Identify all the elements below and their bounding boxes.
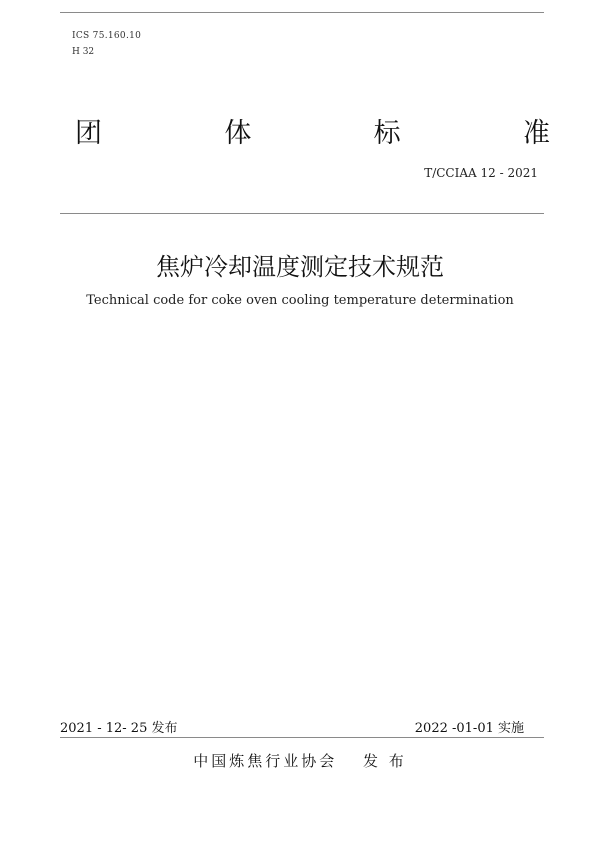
standard-number: T/CCIAA 12 - 2021 [424,166,538,180]
header-divider [60,213,544,214]
classification-code: H 32 [72,47,95,57]
publisher: 中国炼焦行业协会 发 布 [193,752,407,770]
implementation-date: 2022 -01-01 实施 [414,721,524,736]
title-chinese: 焦炉冷却温度测定技术规范 [156,253,444,281]
standard-type-char: 准 [522,118,550,149]
title-english: Technical code for coke oven cooling temperature determination [86,293,514,308]
standard-type-char: 体 [224,118,252,149]
issue-date: 2021 - 12- 25 发布 [60,721,178,736]
ics-code: ICS 75.160.10 [72,31,142,41]
standard-type [75,118,550,150]
standard-type-char: 团 [75,118,102,149]
top-rule [60,12,544,13]
standard-type-char: 标 [373,118,401,149]
footer-divider [60,737,544,738]
